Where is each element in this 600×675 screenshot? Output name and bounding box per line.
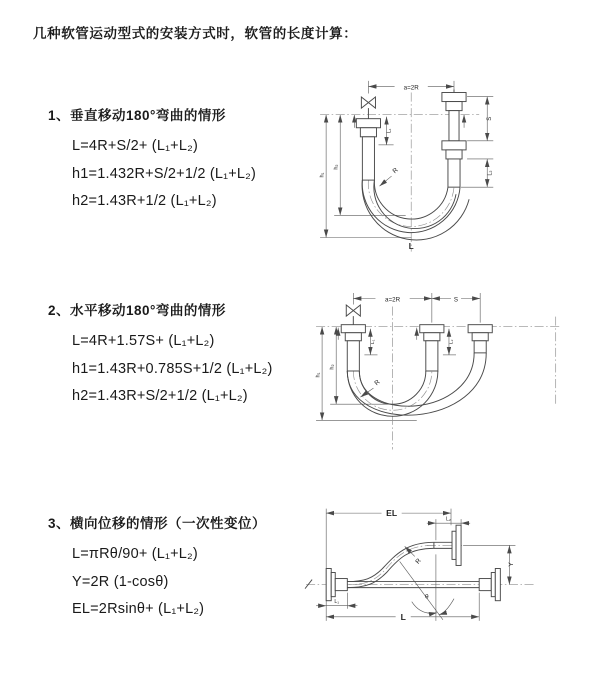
flange [452,531,456,559]
dim-label-travel-s: S [487,116,494,121]
pipe-fittings [326,525,500,601]
hose-braided-section [347,341,359,371]
hose-arcs [362,180,469,240]
dim-label-h2: h₂ [333,164,340,170]
dim-label-l2: L₂ [487,170,494,176]
dim-label-travel-s: S [453,296,459,304]
flange [472,333,488,341]
dim-label-l1: L₁ [334,599,340,606]
formula-line: L=πRθ/90+ (L₁+L₂) [72,546,198,562]
flange [356,119,380,128]
dim-label-l2: L₂ [446,516,451,523]
dimension-lines [316,509,515,621]
flange [468,325,492,333]
formula-line: h1=1.432R+S/2+1/2 (L₁+L₂) [72,165,257,182]
centerline-break-icon [305,580,312,589]
flange [424,333,440,341]
section-vertical-180 [48,104,326,216]
hose-braided-section [362,137,374,180]
dimension-lines [316,293,480,420]
formula-line: L=4R+1.57S+ (L₁+L₂) [72,333,215,349]
section-heading: 1、垂直移动180°弯曲的情形 [48,108,226,123]
dim-label-l2: L₂ [449,339,455,345]
pipe-stub [479,579,491,591]
diagram-labels [315,294,461,397]
flange [495,568,500,600]
diagram-vertical-180-drawing [308,74,600,256]
section-heading: 2、水平移动180°弯曲的情形 [48,303,226,318]
diagram-horizontal-180 [308,286,600,458]
flange [360,128,376,137]
hose-curves [347,542,434,587]
flange [341,325,365,333]
diagram-labels [319,82,493,251]
hose-arcs [347,353,486,416]
flange [456,525,461,565]
diagram-lateral-displacement-drawing [298,498,600,644]
valve-icon [346,305,360,316]
length-label: L [400,611,406,622]
pipe-segment [449,111,459,141]
formula-line: Y=2R (1-cosθ) [72,573,169,590]
dim-label-h1: h₁ [315,372,322,378]
dimension-lines [320,81,493,238]
dim-label-y: Y [507,562,515,567]
length-label: L [408,242,414,252]
flange [446,102,462,111]
diagram-lateral-displacement [298,498,600,644]
section-heading: 3、横向位移的情形（一次性变位） [48,516,267,531]
flange [331,573,335,597]
formula-line: h1=1.43R+0.785S+1/2 (L₁+L₂) [72,360,273,377]
diagram-horizontal-180-drawing [308,286,600,458]
pipe-stub [335,579,347,591]
flange [442,93,466,102]
flange [442,141,466,150]
dim-label-l1: L₁ [386,128,393,134]
radius-label: R [373,378,382,388]
formula-line: h2=1.43R+S/2+1/2 (L₁+L₂) [72,388,248,404]
flange [345,333,361,341]
flange [446,150,462,159]
radius-label: R [391,166,400,176]
formula-line: L=4R+S/2+ (L₁+L₂) [72,138,198,154]
diagram-vertical-180 [308,74,600,256]
flange [420,325,444,333]
flange [326,568,331,600]
formula-line: h2=1.43R+1/2 (L₁+L₂) [72,193,217,209]
diagram-labels [334,508,515,622]
dim-label-l1: L₁ [370,339,376,344]
hose-braided-section [448,159,460,187]
hose-braided-section [426,341,438,371]
section-horizontal-180 [48,299,323,411]
hose-braided-section [474,341,486,353]
dim-label-h2: h₂ [329,364,336,370]
page-title: 几种软管运动型式的安装方式时，软管的长度计算： [33,26,358,41]
dim-label-el: EL [386,508,398,519]
valve-icon [361,97,375,108]
dim-label-span: a=2R [385,296,401,304]
angle-label: θ [425,593,429,601]
radius-label: R [414,557,423,566]
formula-line: EL=2Rsinθ+ (L₁+L₂) [72,601,205,617]
section-lateral-displacement [48,512,323,624]
flange [491,573,495,597]
dim-label-span: a=2R [403,84,419,92]
dim-label-h1: h₁ [319,172,326,178]
